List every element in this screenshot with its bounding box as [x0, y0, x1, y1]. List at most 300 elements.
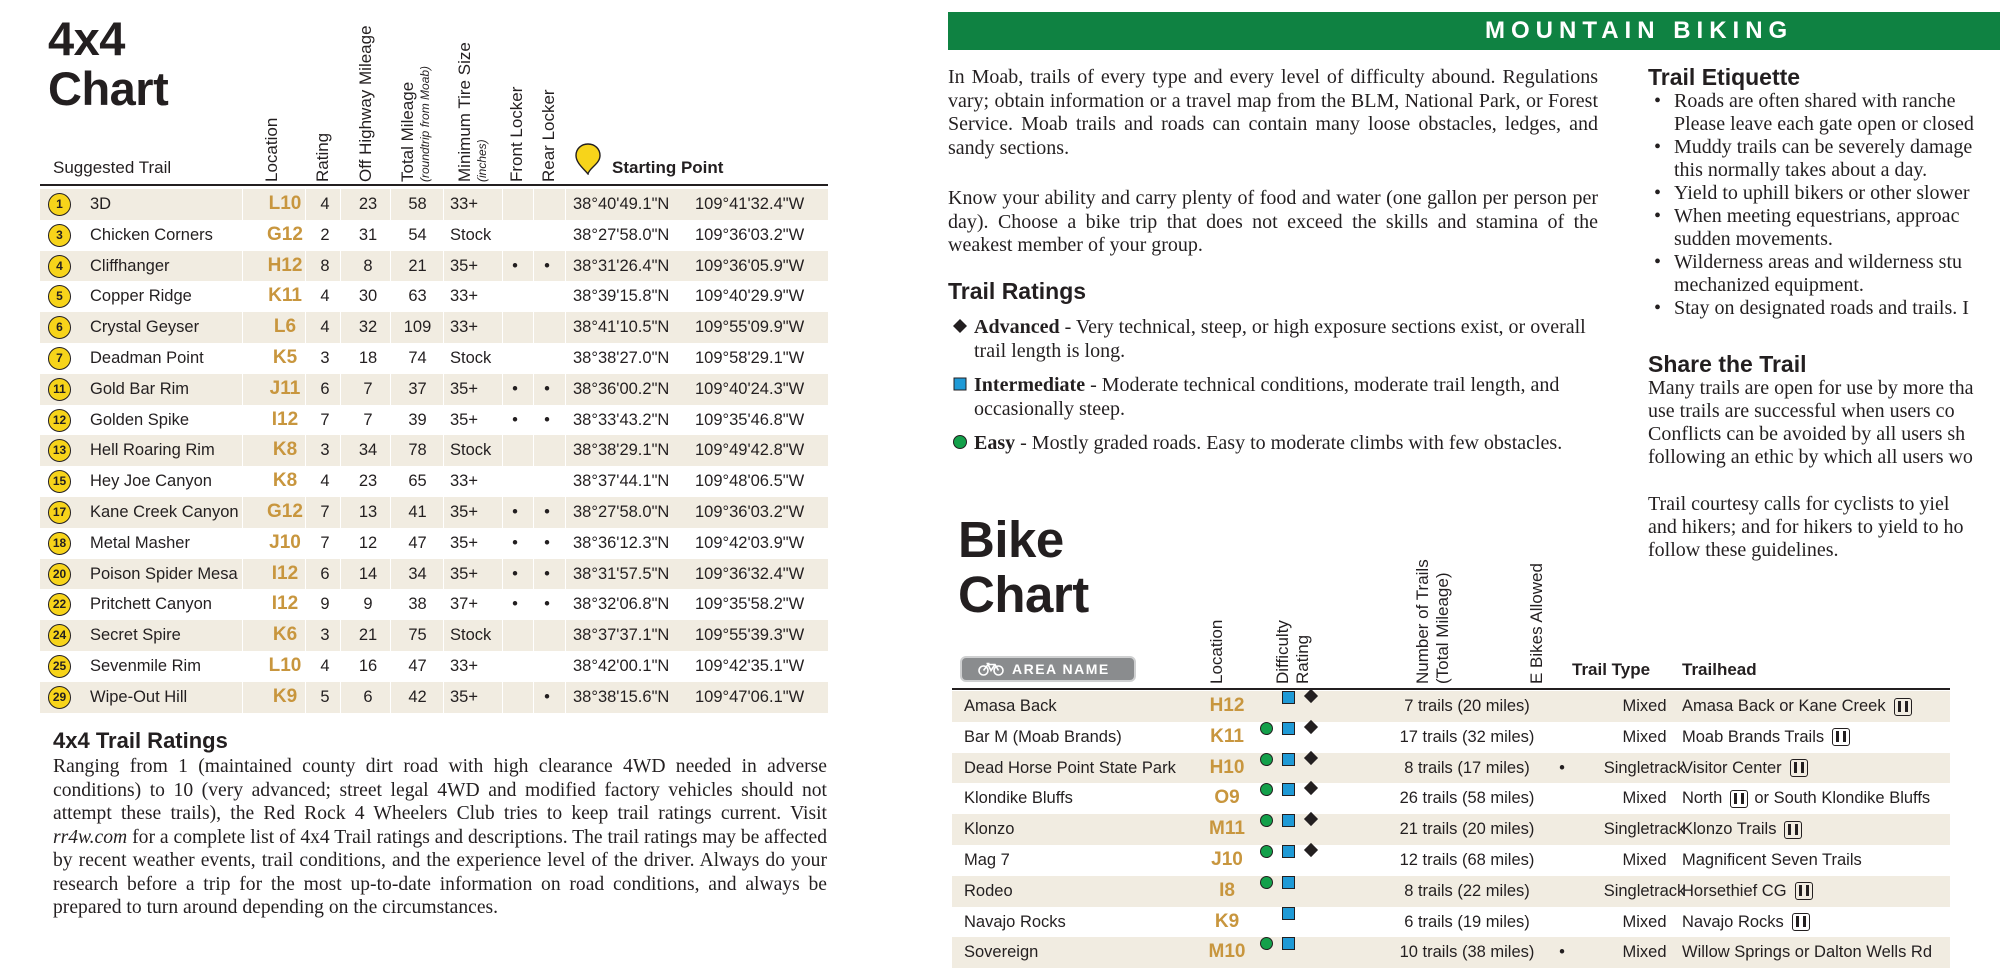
- trail-number-marker: 6: [48, 316, 71, 339]
- difficulty-symbols: [1258, 937, 1338, 967]
- rear-locker: •: [544, 379, 550, 398]
- trailhead: [1682, 937, 1932, 968]
- trail-type: Mixed: [1622, 912, 1667, 931]
- text-line: following an ethic by which all users wo: [1648, 446, 1973, 468]
- longitude: 109°35'58.2"W: [695, 595, 805, 614]
- table-row: [952, 722, 1950, 753]
- column-divider: [502, 189, 503, 713]
- trail-name: Kane Creek Canyon: [90, 502, 239, 521]
- trail-type: Singletrack: [1603, 881, 1686, 900]
- tire-size: 35+: [450, 379, 478, 398]
- rating-intermediate-label: Intermediate: [974, 374, 1086, 396]
- trail-location: K6: [272, 624, 298, 646]
- off-highway-mileage: 16: [358, 656, 378, 675]
- black-diamond-icon: [952, 318, 968, 334]
- text-line: and hikers; and for hikers to yield to ho: [1648, 516, 1964, 538]
- trail-rating: 7: [320, 410, 330, 429]
- trail-name: 3D: [90, 195, 112, 213]
- table-row: [952, 691, 1950, 722]
- intermediate-square-icon: [1282, 691, 1295, 704]
- bike-title-line1: Bike: [958, 511, 1064, 568]
- rear-locker: •: [544, 256, 550, 275]
- restroom-icon: [1894, 698, 1912, 716]
- total-mileage: 41: [408, 502, 427, 521]
- table-row: [952, 753, 1950, 784]
- trail-name: Chicken Corners: [90, 225, 213, 244]
- column-divider: [305, 189, 306, 713]
- trailhead: [1682, 814, 1802, 845]
- front-locker: •: [512, 502, 518, 521]
- column-divider: [443, 189, 444, 713]
- latitude: 38°32'06.8"N: [573, 595, 670, 614]
- header-total-mileage: [398, 66, 432, 182]
- trail-type: Singletrack: [1603, 758, 1686, 777]
- etiquette-line: mechanized equipment.: [1674, 274, 1864, 296]
- header-tire-size-label: Minimum Tire Size: [455, 42, 474, 182]
- bike-header-difficulty-line2: Rating: [1293, 634, 1312, 684]
- trail-number-marker: 13: [48, 439, 71, 462]
- table-row: [40, 559, 828, 590]
- rr4w-link[interactable]: rr4w.com: [53, 826, 128, 848]
- trail-number-marker: 3: [48, 224, 71, 247]
- latitude: 38°33'43.2"N: [573, 410, 670, 429]
- trail-count: 7 trails (20 miles): [1404, 697, 1530, 715]
- trail-number-marker: 5: [48, 285, 71, 308]
- trail-count: 12 trails (68 miles): [1399, 850, 1535, 869]
- longitude: 109°42'03.9"W: [695, 533, 805, 552]
- longitude: 109°42'35.1"W: [695, 656, 805, 675]
- trail-name: Poison Spider Mesa: [90, 564, 238, 583]
- latitude: 38°31'57.5"N: [573, 564, 670, 583]
- trail-rating: 4: [320, 318, 330, 337]
- table-row: [40, 620, 828, 651]
- intermediate-square-icon: [1282, 907, 1295, 920]
- longitude: 109°36'32.4"W: [695, 564, 805, 583]
- trail-number-marker: 11: [48, 378, 71, 401]
- trail-location: K9: [272, 685, 298, 707]
- offroad-table: [40, 189, 828, 713]
- longitude: 109°36'03.2"W: [695, 502, 805, 521]
- difficulty-symbols: [1258, 722, 1338, 752]
- trail-location: K8: [272, 470, 298, 492]
- trail-type: Mixed: [1622, 789, 1667, 808]
- easy-circle-icon: [1260, 937, 1273, 950]
- header-tire-size-note: (inches): [475, 139, 489, 182]
- off-highway-mileage: 32: [358, 318, 378, 337]
- column-divider: [390, 189, 391, 713]
- etiquette-line: this normally takes about a day.: [1674, 159, 1928, 181]
- trail-count: 6 trails (19 miles): [1404, 912, 1530, 931]
- rating-intermediate: [952, 374, 1602, 421]
- etiquette-item: [1652, 182, 2000, 205]
- trail-number-marker: 22: [48, 593, 71, 616]
- text-line: Conflicts can be avoided by all users sh: [1648, 423, 1966, 445]
- area-location: M10: [1208, 941, 1246, 963]
- tire-size: 35+: [450, 256, 478, 275]
- tire-size: 37+: [450, 595, 478, 614]
- off-highway-mileage: 31: [358, 225, 378, 244]
- trail-rating: 4: [320, 472, 330, 491]
- trail-number-marker: 25: [48, 655, 71, 678]
- trail-location: J10: [269, 531, 301, 553]
- area-location: O9: [1214, 787, 1240, 809]
- table-row: [40, 405, 828, 436]
- share-paragraph-2: [1648, 493, 2000, 562]
- header-rear-locker: Rear Locker: [539, 89, 558, 182]
- bicycle-icon: [978, 662, 1004, 676]
- total-mileage: 47: [408, 533, 427, 552]
- intermediate-square-icon: [1282, 845, 1295, 858]
- trail-location: K5: [272, 346, 298, 368]
- trailhead-name: North: [1682, 789, 1723, 808]
- ebikes-allowed: •: [1559, 943, 1565, 962]
- bike-header-trail-type: Trail Type: [1572, 660, 1651, 679]
- advanced-diamond-icon: [1304, 812, 1318, 826]
- table-row: [40, 189, 828, 220]
- header-tire-size: [455, 42, 489, 182]
- area-name: Bar M (Moab Brands): [964, 727, 1122, 746]
- table-row: [40, 589, 828, 620]
- table-row: [40, 497, 828, 528]
- advanced-diamond-icon: [1304, 689, 1318, 703]
- etiquette-item: [1652, 205, 2000, 251]
- rating-advanced-label: Advanced: [974, 316, 1060, 338]
- restroom-icon: [1784, 821, 1802, 839]
- off-highway-mileage: 30: [358, 287, 378, 306]
- restroom-icon: [1795, 882, 1813, 900]
- total-mileage: 42: [408, 687, 427, 706]
- map-pin-icon: [575, 143, 601, 175]
- difficulty-symbols: [1258, 753, 1338, 783]
- area-location: I8: [1219, 879, 1235, 901]
- total-mileage: 78: [408, 441, 427, 460]
- trail-name: Deadman Point: [90, 348, 204, 367]
- column-divider: [242, 189, 243, 713]
- trail-number-marker: 15: [48, 470, 71, 493]
- trail-rating: 5: [320, 687, 330, 706]
- latitude: 38°39'15.8"N: [573, 287, 670, 306]
- trailhead-name: Navajo Rocks: [1682, 912, 1784, 931]
- area-name: Klondike Bluffs: [964, 789, 1073, 808]
- latitude: 38°38'29.1"N: [573, 441, 670, 460]
- rear-locker: •: [544, 595, 550, 614]
- area-location: K9: [1214, 910, 1240, 932]
- table-row: [952, 783, 1950, 814]
- restroom-icon: [1790, 759, 1808, 777]
- area-name: Navajo Rocks: [964, 912, 1066, 931]
- bike-header-trailhead: Trailhead: [1682, 660, 1757, 679]
- rating-advanced-text: - Very technical, steep, or high exposure sections exist, or overall trail length is long.: [974, 316, 1586, 362]
- trailhead-name: Visitor Center: [1682, 758, 1782, 777]
- trail-number-marker: 4: [48, 255, 71, 278]
- tire-size: 35+: [450, 410, 478, 429]
- trailhead-name: Moab Brands Trails: [1682, 727, 1825, 746]
- tire-size: 35+: [450, 502, 478, 521]
- longitude: 109°36'05.9"W: [695, 256, 805, 275]
- latitude: 38°42'00.1"N: [573, 656, 670, 675]
- area-location: H10: [1209, 756, 1245, 778]
- table-row: [40, 343, 828, 374]
- trail-rating: 6: [320, 564, 330, 583]
- trailhead-name-2: or South Klondike Bluffs: [1754, 789, 1931, 808]
- header-rule: [40, 184, 828, 186]
- header-total-mileage-note: (roundtrip from Moab): [418, 65, 432, 182]
- offroad-ratings-text: [53, 755, 827, 920]
- area-name: Dead Horse Point State Park: [964, 758, 1176, 777]
- trail-name: Pritchett Canyon: [90, 595, 212, 614]
- trailhead: [1682, 783, 1930, 814]
- latitude: 38°31'26.4"N: [573, 256, 670, 275]
- trail-location: H12: [267, 254, 303, 276]
- area-name-label: AREA NAME: [1012, 661, 1110, 677]
- longitude: 109°47'06.1"W: [695, 687, 805, 706]
- restroom-icon: [1792, 913, 1810, 931]
- column-divider: [340, 189, 341, 713]
- trailhead-name: Horsethief CG: [1682, 881, 1787, 900]
- total-mileage: 109: [403, 318, 432, 337]
- trail-location: K8: [272, 439, 298, 461]
- front-locker: •: [512, 410, 518, 429]
- advanced-diamond-icon: [1304, 751, 1318, 765]
- latitude: 38°41'10.5"N: [573, 318, 670, 337]
- tire-size: 33+: [450, 472, 478, 491]
- area-location: K11: [1210, 725, 1244, 747]
- total-mileage: 74: [408, 348, 427, 367]
- text-line: use trails are successful when users co: [1648, 400, 1955, 422]
- table-row: [952, 814, 1950, 845]
- table-row: [40, 651, 828, 682]
- trailhead: [1682, 845, 1862, 876]
- tire-size: 35+: [450, 564, 478, 583]
- etiquette-item: [1652, 90, 2000, 136]
- intermediate-square-icon: [1282, 937, 1295, 950]
- column-divider: [565, 189, 566, 713]
- trailhead: [1682, 722, 1850, 753]
- intermediate-square-icon: [1282, 722, 1295, 735]
- longitude: 109°40'29.9"W: [695, 287, 805, 306]
- table-row: [40, 528, 828, 559]
- text-line: Trail courtesy calls for cyclists to yiel: [1648, 493, 1950, 515]
- front-locker: •: [512, 256, 518, 275]
- front-locker: •: [512, 564, 518, 583]
- rear-locker: •: [544, 410, 550, 429]
- off-highway-mileage: 18: [358, 348, 378, 367]
- total-mileage: 39: [408, 410, 427, 429]
- trail-name: Golden Spike: [90, 410, 190, 429]
- total-mileage: 58: [408, 195, 427, 213]
- trail-count: 17 trails (32 miles): [1399, 727, 1535, 746]
- easy-circle-icon: [1260, 845, 1273, 858]
- front-locker: •: [512, 379, 518, 398]
- header-suggested-trail: Suggested Trail: [53, 158, 172, 177]
- area-location: J10: [1211, 848, 1243, 870]
- trailhead: [1682, 753, 1808, 784]
- etiquette-line: • When meeting equestrians, approac: [1674, 205, 1960, 227]
- bike-title-line2: Chart: [958, 566, 1089, 623]
- rating-intermediate-text: - Moderate technical conditions, moderate trail length, and occasionally steep.: [974, 374, 1560, 420]
- trailhead-name: Amasa Back or Kane Creek: [1682, 697, 1886, 715]
- total-mileage: 75: [408, 626, 427, 645]
- bike-header-difficulty: [1273, 620, 1313, 684]
- off-highway-mileage: 9: [363, 595, 373, 614]
- tire-size: 33+: [450, 195, 478, 213]
- blue-square-icon: [952, 376, 968, 392]
- trail-type: Mixed: [1622, 697, 1667, 715]
- trail-rating: 2: [320, 225, 330, 244]
- header-total-mileage-label: Total Mileage: [398, 81, 417, 182]
- table-row: [40, 251, 828, 282]
- trail-location: I12: [271, 562, 299, 584]
- etiquette-line: Please leave each gate open or closed: [1674, 113, 1974, 135]
- trailhead: [1682, 691, 1912, 722]
- trailhead-name: Klonzo Trails: [1682, 820, 1777, 839]
- tire-size: 33+: [450, 318, 478, 337]
- intermediate-square-icon: [1282, 783, 1295, 796]
- share-trail-title: Share the Trail: [1648, 351, 1807, 377]
- trail-number-marker: 7: [48, 347, 71, 370]
- area-name: Rodeo: [964, 881, 1013, 900]
- trail-rating: 4: [320, 287, 330, 306]
- etiquette-item: [1652, 297, 2000, 320]
- trail-count: 8 trails (22 miles): [1404, 881, 1530, 900]
- off-highway-mileage: 23: [358, 195, 378, 213]
- off-highway-mileage: 6: [363, 687, 373, 706]
- advanced-diamond-icon: [1304, 720, 1318, 734]
- trail-number-marker: 24: [48, 624, 71, 647]
- etiquette-line: • Roads are often shared with ranche: [1674, 90, 1956, 112]
- easy-circle-icon: [1260, 876, 1273, 889]
- trail-name: Cliffhanger: [90, 256, 170, 275]
- trail-rating: 3: [320, 626, 330, 645]
- total-mileage: 38: [408, 595, 427, 614]
- off-highway-mileage: 8: [363, 256, 373, 275]
- intro-paragraph-1: In Moab, trails of every type and every level of difficulty abound. Regulations vary; obtain information or a travel map from the BLM, National Park, or Forest Service. Moab trails and roads can contain many loose obstacles, ledges, and sandy sections.: [948, 66, 1598, 160]
- etiquette-line: • Stay on designated roads and trails. I: [1674, 297, 1969, 319]
- longitude: 109°55'39.3"W: [695, 626, 805, 645]
- table-row: [40, 220, 828, 251]
- trail-type: Mixed: [1622, 850, 1667, 869]
- tire-size: Stock: [450, 626, 492, 645]
- area-name: Sovereign: [964, 943, 1039, 962]
- trail-rating: 6: [320, 379, 330, 398]
- text-line: Many trails are open for use by more tha: [1648, 377, 1974, 399]
- off-highway-mileage: 34: [358, 441, 378, 460]
- longitude: 109°36'03.2"W: [695, 225, 805, 244]
- section-banner: [948, 12, 2000, 50]
- longitude: 109°58'29.1"W: [695, 348, 805, 367]
- latitude: 38°38'27.0"N: [573, 348, 670, 367]
- latitude: 38°38'15.6"N: [573, 687, 670, 706]
- trail-type: Singletrack: [1603, 820, 1686, 839]
- trail-rating: 8: [320, 256, 330, 275]
- off-highway-mileage: 7: [363, 379, 373, 398]
- trail-rating: 4: [320, 195, 330, 213]
- easy-circle-icon: [1260, 814, 1273, 827]
- trail-rating: 7: [320, 502, 330, 521]
- table-row: [952, 937, 1950, 968]
- etiquette-item: [1652, 251, 2000, 297]
- trailhead: [1682, 876, 1813, 907]
- share-paragraph-1: [1648, 377, 2000, 469]
- table-row: [952, 907, 1950, 938]
- table-row: [40, 682, 828, 713]
- trail-number-marker: 18: [48, 532, 71, 555]
- bike-table: [952, 691, 1950, 968]
- trail-count: 21 trails (20 miles): [1399, 820, 1535, 839]
- longitude: 109°48'06.5"W: [695, 472, 805, 491]
- front-locker: •: [512, 595, 518, 614]
- off-highway-mileage: 23: [358, 472, 378, 491]
- trail-name: Secret Spire: [90, 626, 181, 645]
- trail-name: Copper Ridge: [90, 287, 192, 306]
- latitude: 38°37'44.1"N: [573, 472, 670, 491]
- bike-header-rule: [952, 688, 1950, 690]
- rating-easy: [952, 432, 1602, 456]
- trail-rating: 4: [320, 656, 330, 675]
- rear-locker: •: [544, 687, 550, 706]
- etiquette-line: sudden movements.: [1674, 228, 1833, 250]
- rear-locker: •: [544, 564, 550, 583]
- easy-circle-icon: [1260, 783, 1273, 796]
- tire-size: Stock: [450, 441, 492, 460]
- rating-easy-text: - Mostly graded roads. Easy to moderate climbs with few obstacles.: [1015, 432, 1563, 454]
- rating-easy-label: Easy: [974, 432, 1016, 454]
- table-row: [40, 435, 828, 466]
- trail-location: L6: [273, 316, 297, 338]
- rating-advanced: [952, 316, 1602, 363]
- trail-name: Wipe-Out Hill: [90, 687, 188, 706]
- trail-count: 8 trails (17 miles): [1404, 758, 1530, 777]
- etiquette-title: Trail Etiquette: [1648, 64, 1801, 90]
- text-line: follow these guidelines.: [1648, 539, 1839, 561]
- trail-location: I12: [271, 408, 299, 430]
- tire-size: Stock: [450, 225, 492, 244]
- tire-size: 35+: [450, 533, 478, 552]
- off-highway-mileage: 14: [358, 564, 378, 583]
- longitude: 109°41'32.4"W: [695, 195, 805, 213]
- easy-circle-icon: [1260, 722, 1273, 735]
- table-row: [40, 374, 828, 405]
- offroad-title-line2: Chart: [48, 62, 169, 115]
- table-row: [40, 312, 828, 343]
- trailhead-name: Willow Springs or Dalton Wells Rd: [1682, 943, 1933, 962]
- off-highway-mileage: 7: [363, 410, 373, 429]
- intermediate-square-icon: [1282, 814, 1295, 827]
- latitude: 38°36'12.3"N: [573, 533, 670, 552]
- total-mileage: 37: [408, 379, 427, 398]
- tire-size: Stock: [450, 348, 492, 367]
- trail-name: Metal Masher: [90, 533, 190, 552]
- area-location: H12: [1209, 695, 1245, 716]
- trail-type: Mixed: [1622, 727, 1667, 746]
- trail-number-marker: 17: [48, 501, 71, 524]
- trail-number-marker: 20: [48, 563, 71, 586]
- off-highway-mileage: 13: [358, 502, 378, 521]
- header-off-highway: Off Highway Mileage: [356, 25, 375, 182]
- advanced-diamond-icon: [1304, 781, 1318, 795]
- etiquette-line: • Yield to uphill bikers or other slower: [1674, 182, 1970, 204]
- trail-name: Crystal Geyser: [90, 318, 200, 337]
- intro-paragraph-2: Know your ability and carry plenty of food and water (one gallon per person per day). Choose a bike trip that does not exceed the skills and stamina of the weakest member of your group.: [948, 187, 1598, 257]
- difficulty-symbols: [1258, 691, 1338, 721]
- area-name: Klonzo: [964, 820, 1015, 839]
- trail-name: Sevenmile Rim: [90, 656, 201, 675]
- advanced-diamond-icon: [1304, 843, 1318, 857]
- restroom-icon: [1730, 790, 1748, 808]
- bike-header-trails-line2: (Total Mileage): [1433, 572, 1452, 684]
- header-front-locker: Front Locker: [507, 86, 526, 182]
- trail-location: J11: [269, 377, 301, 399]
